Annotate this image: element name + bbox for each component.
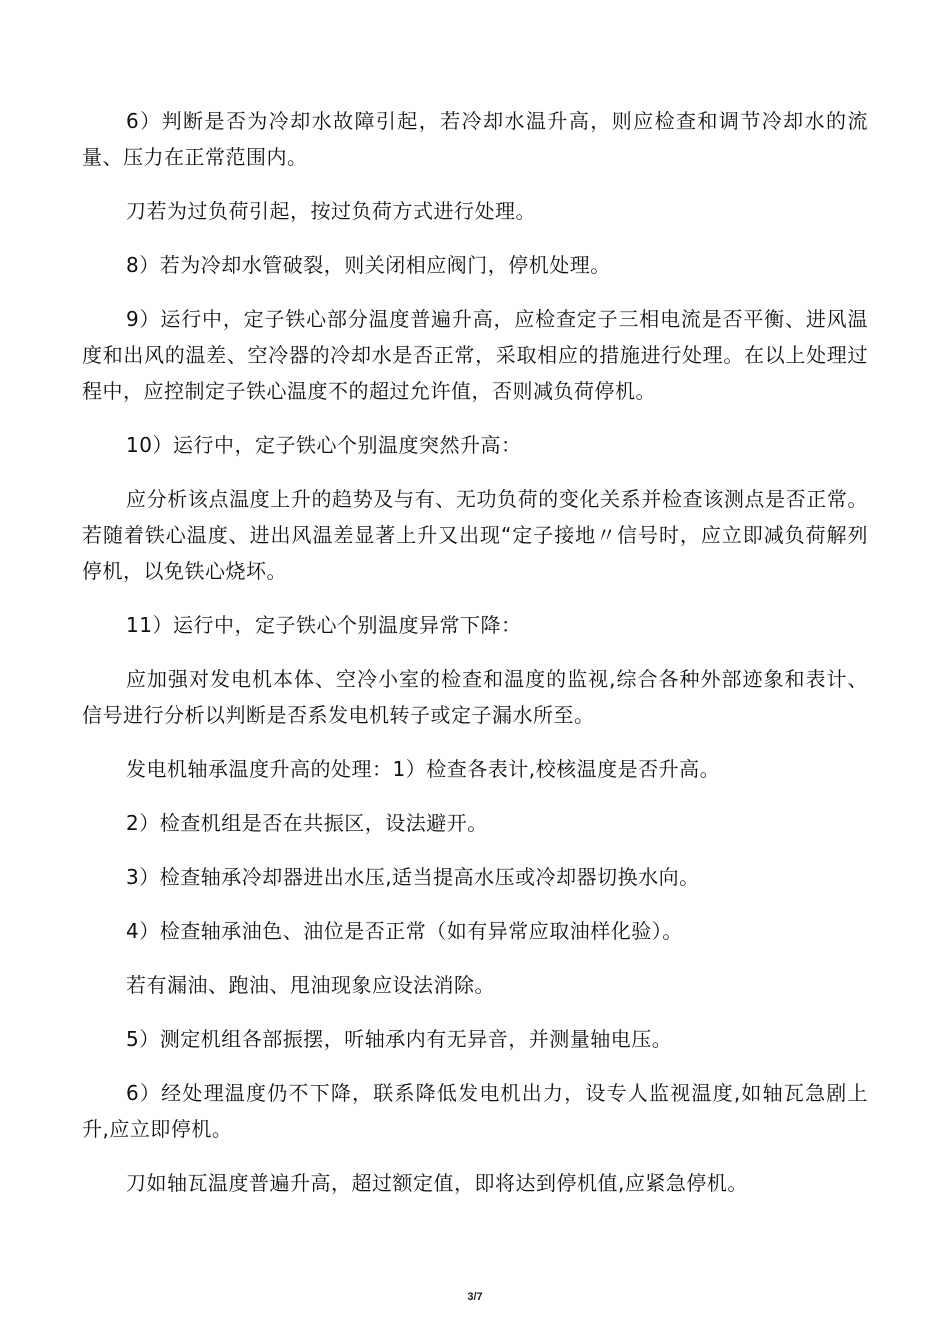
paragraph-bearing-step-3: 3）检查轴承冷却器进出水压,适当提高水压或冷却器切换水向。 [126, 865, 700, 889]
paragraph-bearing-step-6: 6）经处理温度仍不下降，联系降低发电机出力，设专人监视温度,如轴瓦急剧上升,应立即停机。 [82, 1081, 868, 1141]
paragraph-bearing-temperature-step-1: 发电机轴承温度升高的处理：1）检查各表计,校核温度是否升高。 [126, 757, 721, 781]
paragraph-oil-leak: 若有漏油、跑油、甩油现象应设法消除。 [126, 973, 495, 997]
paragraph-core-temperature-rise: 9）运行中，定子铁心部分温度普遍升高，应检查定子三相电流是否平衡、进风温度和出风的温差、空冷器的冷却水是否正常，采取相应的措施进行处理。在以上处理过程中，应控制定子铁心温度不的超过允许值，否则减负荷停机。 [82, 307, 868, 403]
paragraph-bearing-step-2: 2）检查机组是否在共振区，设法避开。 [126, 811, 488, 835]
paragraph-cooling-water-fault: 6）判断是否为冷却水故障引起，若冷却水温升高，则应检查和调节冷却水的流量、压力在正常范围内。 [82, 109, 868, 169]
document-body [82, 103, 868, 1219]
paragraph-bearing-step-5: 5）测定机组各部振摆，听轴承内有无异音，并测量轴电压。 [126, 1027, 673, 1051]
paragraph-core-abnormal-drop-action: 应加强对发电机本体、空冷小室的检查和温度的监视,综合各种外部迹象和表计、信号进行分析以判断是否系发电机转子或定子漏水所至。 [82, 667, 868, 727]
paragraph-core-sudden-rise-heading: 10）运行中，定子铁心个别温度突然升高： [126, 433, 522, 457]
paragraph-bearing-step-4: 4）检查轴承油色、油位是否正常（如有异常应取油样化验）。 [126, 919, 683, 943]
page-number: 3/7 [467, 1291, 483, 1303]
paragraph-emergency-stop: 刀如轴瓦温度普遍升高，超过额定值，即将达到停机值,应紧急停机。 [126, 1171, 748, 1195]
paragraph-core-abnormal-drop-heading: 11）运行中，定子铁心个别温度异常下降： [126, 613, 522, 637]
paragraph-overload: 刀若为过负荷引起，按过负荷方式进行处理。 [126, 199, 536, 223]
paragraph-core-sudden-rise-action: 应分析该点温度上升的趋势及与有、无功负荷的变化关系并检查该测点是否正常。若随着铁心温度、进出风温差显著上升又出现“定子接地〃信号时，应立即减负荷解列停机，以免铁心烧坏。 [82, 487, 868, 583]
paragraph-pipe-rupture: 8）若为冷却水管破裂，则关闭相应阀门，停机处理。 [126, 253, 611, 277]
